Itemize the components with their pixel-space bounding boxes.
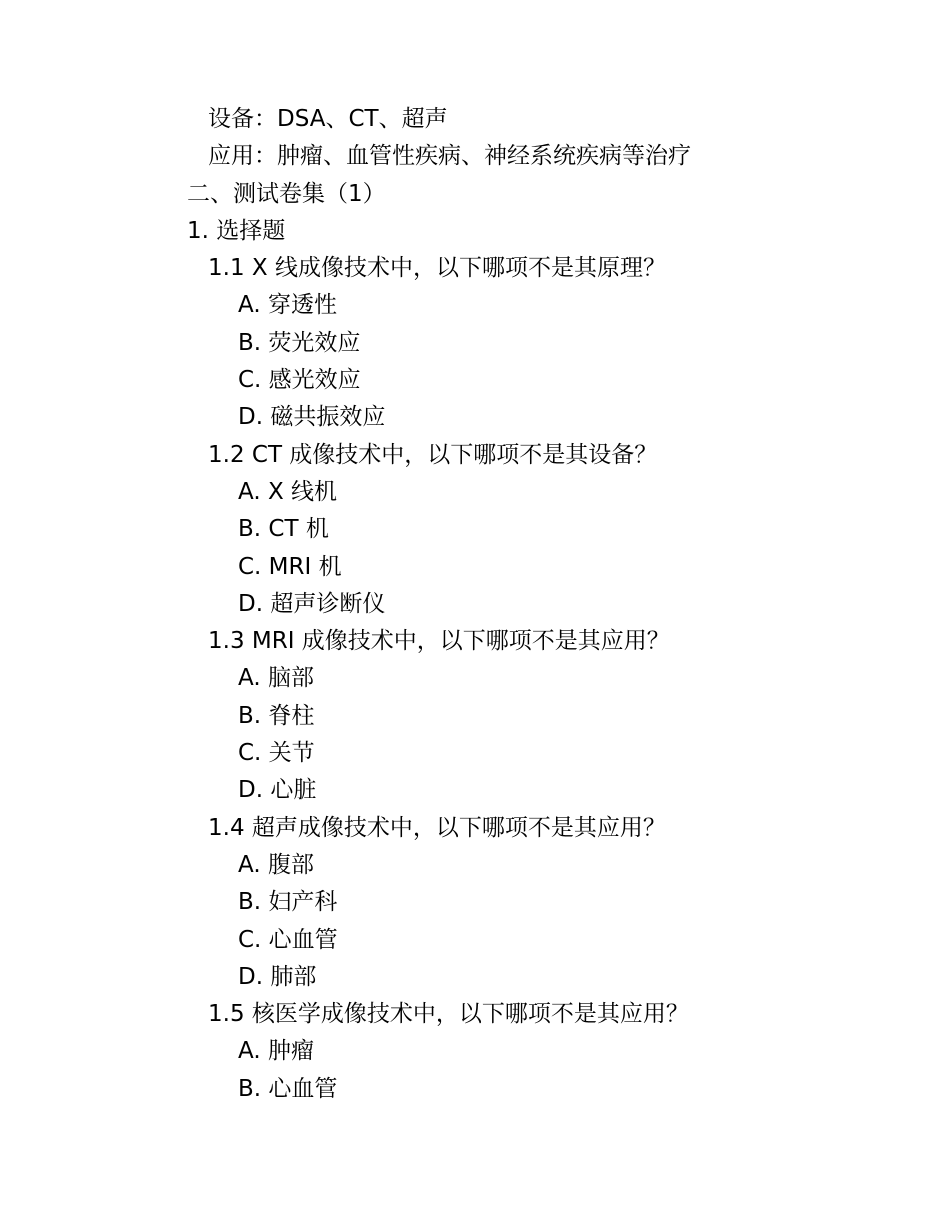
option-1-3-c: C. 关节 [238,740,315,767]
option-1-1-a: A. 穿透性 [238,292,337,319]
question-1-1: 1.1 X 线成像技术中，以下哪项不是其原理？ [208,255,666,282]
option-1-3-d: D. 心脏 [238,777,317,804]
option-1-4-b: B. 妇产科 [238,889,338,916]
question-1-3: 1.3 MRI 成像技术中，以下哪项不是其应用？ [208,628,670,655]
section-title: 二、测试卷集（1） [187,180,386,207]
option-1-2-b: B. CT 机 [238,516,329,543]
application-line: 应用：肿瘤、血管性疾病、神经系统疾病等治疗 [208,143,691,170]
option-1-2-c: C. MRI 机 [238,553,342,580]
option-1-4-a: A. 腹部 [238,851,314,878]
option-1-4-d: D. 肺部 [238,963,317,990]
subsection-title: 1. 选择题 [187,217,286,244]
question-1-5: 1.5 核医学成像技术中，以下哪项不是其应用？ [208,1001,689,1028]
option-1-5-b: B. 心血管 [238,1075,338,1102]
option-1-3-b: B. 脊柱 [238,702,315,729]
option-1-1-d: D. 磁共振效应 [238,404,386,431]
equipment-line: 设备：DSA、CT、超声 [208,106,448,132]
question-1-2: 1.2 CT 成像技术中，以下哪项不是其设备？ [208,441,658,468]
option-1-3-a: A. 脑部 [238,665,314,692]
option-1-1-c: C. 感光效应 [238,367,361,394]
question-1-4: 1.4 超声成像技术中，以下哪项不是其应用？ [208,814,666,841]
option-1-5-a: A. 肿瘤 [238,1038,314,1065]
option-1-2-a: A. X 线机 [238,478,338,505]
option-1-1-b: B. 荧光效应 [238,329,361,356]
option-1-4-c: C. 心血管 [238,926,338,953]
option-1-2-d: D. 超声诊断仪 [238,590,386,617]
document-content [187,101,807,1108]
